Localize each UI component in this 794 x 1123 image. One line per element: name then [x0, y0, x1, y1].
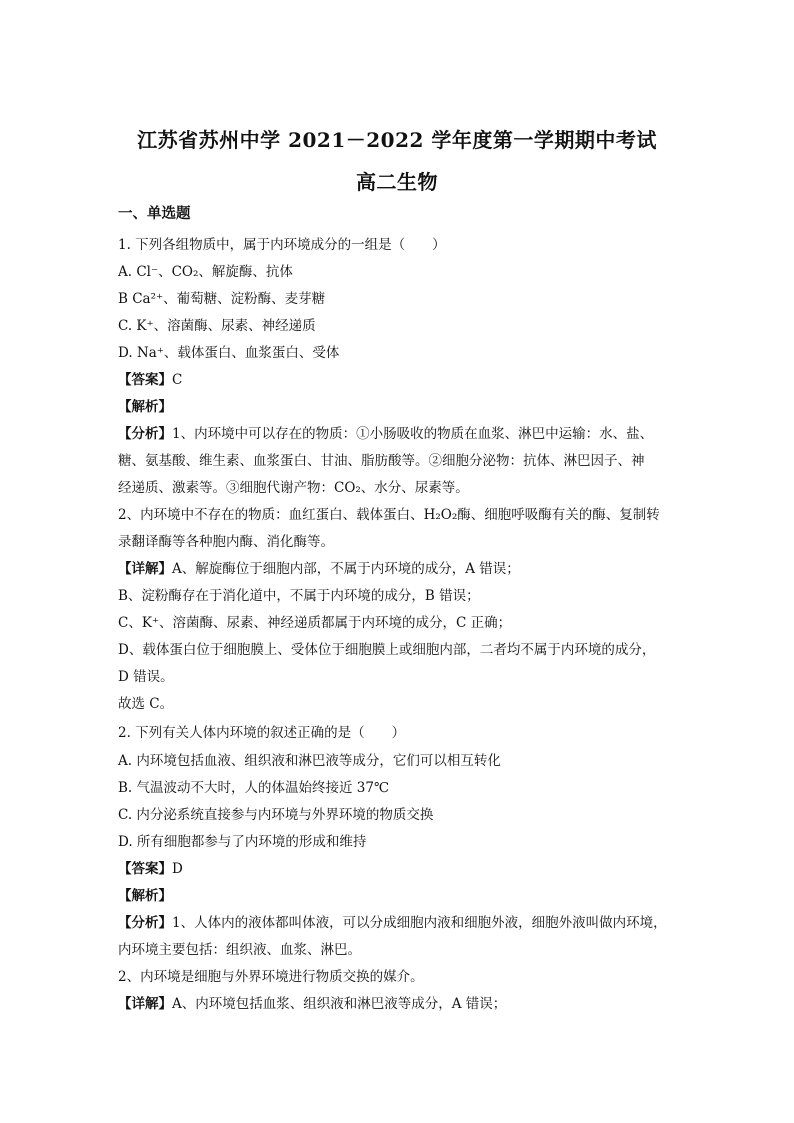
answer-value: D	[172, 861, 183, 877]
answer-label: 【答案】	[118, 372, 172, 388]
q2-answer	[118, 860, 678, 878]
q2-fenxi-line-1	[118, 914, 678, 932]
q1-option-d: D. Na⁺、载体蛋白、血浆蛋白、受体	[118, 345, 340, 361]
q1-conclusion: 故选 C。	[118, 696, 174, 712]
exam-subject: 高二生物	[356, 170, 438, 194]
answer-value: C	[172, 372, 183, 388]
q1-option-a: A. Cl⁻、CO₂、解旋酶、抗体	[118, 264, 293, 280]
q1-answer	[118, 371, 678, 389]
q2-option-b: B. 气温波动不大时，人的体温始终接近 37℃	[118, 780, 390, 796]
detail-text: A、内环境包括血浆、组织液和淋巴液等成分，A 错误；	[172, 996, 507, 1012]
q1-fenxi-line-2: 糖、氨基酸、维生素、血浆蛋白、甘油、脂肪酸等。②细胞分泌物：抗体、淋巴因子、神	[118, 453, 645, 469]
q2-detail-line-1	[118, 995, 678, 1013]
q1-detail-line-2: B、淀粉酶存在于消化道中，不属于内环境的成分，B 错误；	[118, 588, 480, 604]
q1-fenxi-line-4: 2、内环境中不存在的物质：血红蛋白、载体蛋白、H₂O₂酶、细胞呼吸酶有关的酶、复制转	[118, 507, 660, 523]
q1-option-b: B Ca²⁺、葡萄糖、淀粉酶、麦芽糖	[118, 291, 326, 307]
detail-text: A、解旋酶位于细胞内部，不属于内环境的成分，A 错误；	[172, 561, 520, 577]
fenxi-text: 1、内环境中可以存在的物质：①小肠吸收的物质在血浆、淋巴中运输：水、盐、	[172, 426, 654, 442]
fenxi-label: 【分析】	[118, 915, 172, 931]
section-title: 一、单选题	[118, 205, 191, 222]
q1-detail-line-5: D 错误。	[118, 669, 174, 685]
q2-option-a: A. 内环境包括血液、组织液和淋巴液等成分，它们可以相互转化	[118, 753, 501, 769]
q1-detail-line-4: D、载体蛋白位于细胞膜上、受体位于细胞膜上或细胞内部，二者均不属于内环境的成分，	[118, 642, 656, 658]
detail-label: 【详解】	[118, 996, 172, 1012]
analysis-label: 【解析】	[118, 888, 172, 904]
q1-detail-line-1	[118, 560, 678, 578]
detail-label: 【详解】	[118, 561, 172, 577]
q2-stem: 2. 下列有关人体内环境的叙述正确的是（ ）	[118, 725, 406, 741]
q1-stem: 1. 下列各组物质中，属于内环境成分的一组是（ ）	[118, 237, 446, 253]
q2-analysis-label	[118, 887, 678, 905]
q1-fenxi-line-5: 录翻译酶等各种胞内酶、消化酶等。	[118, 534, 334, 550]
q1-fenxi-line-1	[118, 425, 678, 443]
q2-option-d: D. 所有细胞都参与了内环境的形成和维持	[118, 834, 367, 850]
exam-title: 江苏省苏州中学 2021－2022 学年度第一学期期中考试	[137, 128, 657, 152]
q1-option-c: C. K⁺、溶菌酶、尿素、神经递质	[118, 318, 316, 334]
q1-fenxi-line-3: 经递质、激素等。③细胞代谢产物：CO₂、水分、尿素等。	[118, 480, 469, 496]
q2-fenxi-line-3: 2、内环境是细胞与外界环境进行物质交换的媒介。	[118, 969, 424, 985]
q1-analysis-label	[118, 398, 678, 416]
q2-option-c: C. 内分泌系统直接参与内环境与外界环境的物质交换	[118, 807, 434, 823]
q2-fenxi-line-2: 内环境主要包括：组织液、血浆、淋巴。	[118, 942, 361, 958]
answer-label: 【答案】	[118, 861, 172, 877]
fenxi-text: 1、人体内的液体都叫体液，可以分成细胞内液和细胞外液，细胞外液叫做内环境，	[172, 915, 667, 931]
analysis-label: 【解析】	[118, 399, 172, 415]
q1-detail-line-3: C、K⁺、溶菌酶、尿素、神经递质都属于内环境的成分，C 正确；	[118, 615, 512, 631]
fenxi-label: 【分析】	[118, 426, 172, 442]
